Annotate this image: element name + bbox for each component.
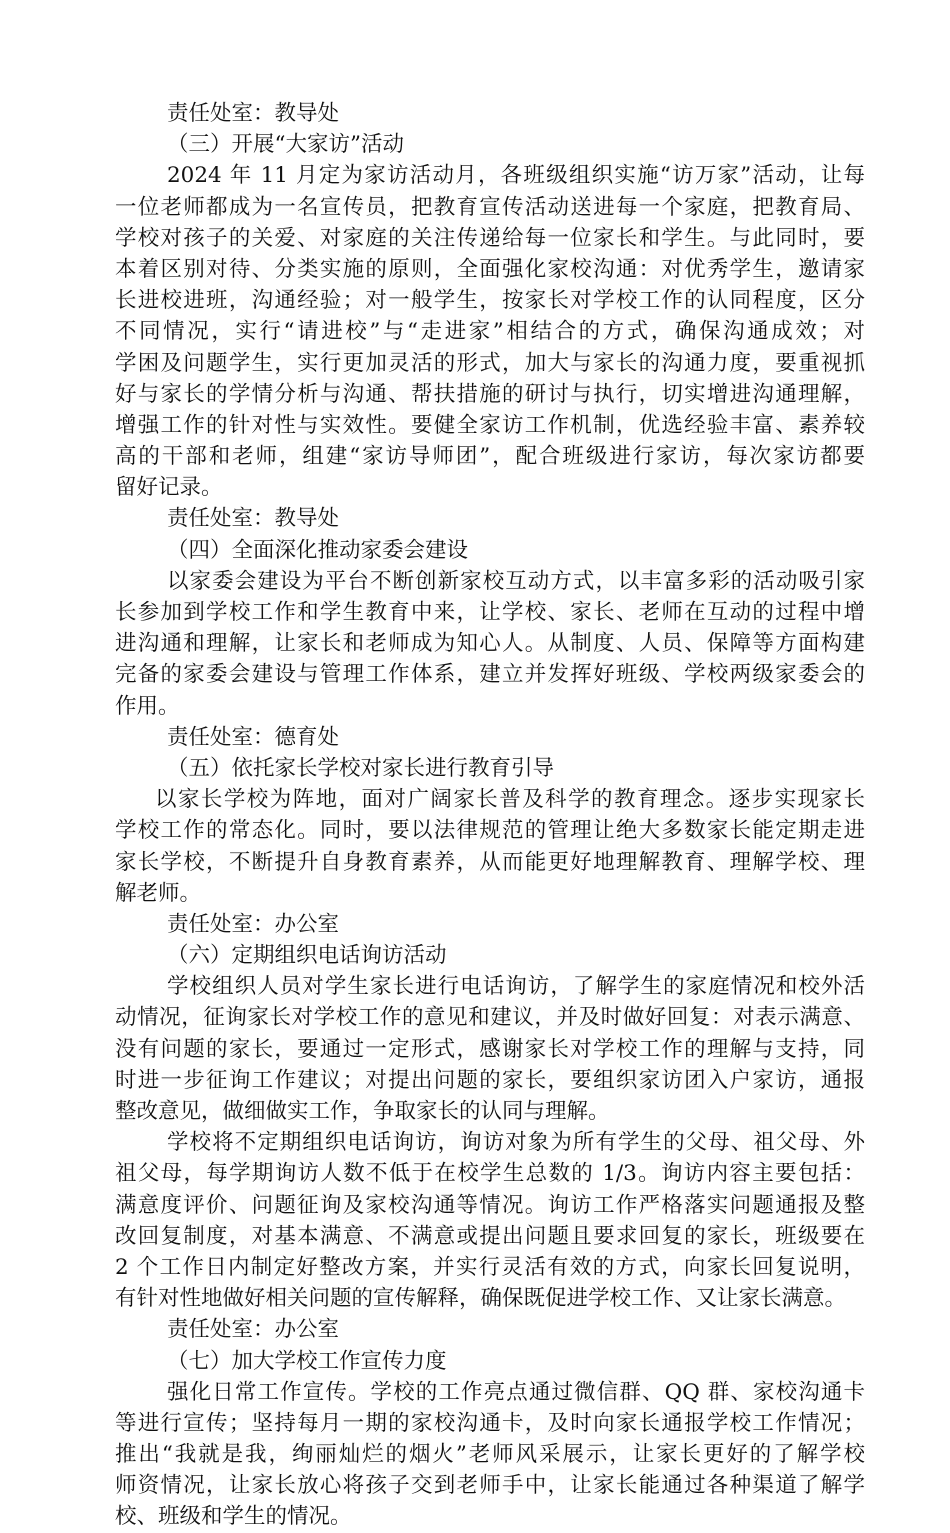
text-line: 作用。 xyxy=(115,693,180,719)
text-line: 解老师。 xyxy=(115,880,202,906)
responsible-office-line xyxy=(115,722,865,753)
text-line: 增强工作的针对性与实效性。要健全家访工作机制，优选经验丰富、素养较 xyxy=(115,412,865,438)
text-line: 以家委会建设为平台不断创新家校互动方式，以丰富多彩的活动吸引家 xyxy=(167,568,865,594)
text-line: 学校将不定期组织电话询访，询访对象为所有学生的父母、祖父母、外 xyxy=(167,1130,865,1156)
body-paragraph xyxy=(115,1127,865,1314)
text-line: 有针对性地做好相关问题的宣传解释，确保既促进学校工作、又让家长满意。 xyxy=(115,1286,847,1312)
body-paragraph xyxy=(115,566,865,722)
text-line: （六）定期组织电话询访活动 xyxy=(167,943,447,969)
text-line: 责任处室：德育处 xyxy=(167,724,340,750)
text-line: 以家长学校为阵地，面对广阔家长普及科学的教育理念。逐步实现家长 xyxy=(155,787,865,813)
text-line: 学校对孩子的关爱、对家庭的关注传递给每一位家长和学生。与此同时，要 xyxy=(115,225,865,251)
text-line: 家长学校，不断提升自身教育素养，从而能更好地理解教育、理解学校、理 xyxy=(115,849,865,875)
text-line: 2 个工作日内制定好整改方案，并实行灵活有效的方式，向家长回复说明， xyxy=(115,1254,865,1280)
text-line: 2024 年 11 月定为家访活动月，各班级组织实施“访万家”活动，让每 xyxy=(167,163,865,189)
text-line: （三）开展“大家访”活动 xyxy=(167,132,404,158)
text-line: 祖父母，每学期询访人数不低于在校学生总数的 1/3。询访内容主要包括： xyxy=(115,1161,865,1187)
text-line: 师资情况，让家长放心将孩子交到老师手中，让家长能通过各种渠道了解学 xyxy=(115,1473,865,1499)
section-heading xyxy=(115,535,865,566)
text-line: 校、班级和学生的情况。 xyxy=(115,1504,352,1530)
responsible-office-line xyxy=(115,503,865,534)
text-line: 推出“我就是我，绚丽灿烂的烟火”老师风采展示，让家长更好的了解学校 xyxy=(115,1442,865,1468)
text-line: 学校组织人员对学生家长进行电话询访，了解学生的家庭情况和校外活 xyxy=(167,974,865,1000)
text-line: 学校工作的常态化。同时，要以法律规范的管理让绝大多数家长能定期走进 xyxy=(115,818,865,844)
text-line: 长进校进班，沟通经验；对一般学生，按家长对学校工作的认同程度，区分 xyxy=(115,288,865,314)
text-line: 责任处室：教导处 xyxy=(167,101,340,126)
text-line: 没有问题的家长，要通过一定形式，感谢家长对学校工作的理解与支持，同 xyxy=(115,1036,865,1062)
text-line: 高的干部和老师，组建“家访导师团”，配合班级进行家访，每次家访都要 xyxy=(115,444,865,470)
section-heading xyxy=(115,1346,865,1377)
responsible-office-line xyxy=(115,98,865,129)
body-paragraph xyxy=(115,160,865,503)
text-line: 进沟通和理解，让家长和老师成为知心人。从制度、人员、保障等方面构建 xyxy=(115,631,865,657)
responsible-office-line xyxy=(115,1314,865,1345)
text-line: 长参加到学校工作和学生教育中来，让学校、家长、老师在互动的过程中增 xyxy=(115,600,865,625)
text-line: （七）加大学校工作宣传力度 xyxy=(167,1348,447,1374)
text-line: 责任处室：办公室 xyxy=(167,1317,340,1343)
text-line: 时进一步征询工作建议；对提出问题的家长，要组织家访团入户家访，通报 xyxy=(115,1067,865,1093)
text-line: （五）依托家长学校对家长进行教育引导 xyxy=(167,755,555,781)
text-line: 完备的家委会建设与管理工作体系，建立并发挥好班级、学校两级家委会的 xyxy=(115,662,865,688)
text-line: 好与家长的学情分析与沟通、帮扶措施的研讨与执行，切实增进沟通理解， xyxy=(115,381,865,407)
section-heading xyxy=(115,940,865,971)
body-paragraph xyxy=(115,971,865,1127)
text-line: （四）全面深化推动家委会建设 xyxy=(167,537,469,563)
text-line: 满意度评价、问题征询及家校沟通等情况。询访工作严格落实问题通报及整 xyxy=(115,1192,865,1218)
text-line: 责任处室：教导处 xyxy=(167,506,340,532)
document-page xyxy=(115,98,865,1533)
text-line: 等进行宣传；坚持每月一期的家校沟通卡，及时向家长通报学校工作情况； xyxy=(115,1410,865,1436)
text-line: 本着区别对待、分类实施的原则，全面强化家校沟通：对优秀学生，邀请家 xyxy=(115,256,865,282)
text-line: 动情况，征询家长对学校工作的意见和建议，并及时做好回复：对表示满意、 xyxy=(115,1005,865,1031)
text-line: 改回复制度，对基本满意、不满意或提出问题且要求回复的家长，班级要在 xyxy=(115,1223,865,1249)
body-paragraph xyxy=(115,784,865,909)
body-paragraph xyxy=(115,1377,865,1533)
text-line: 一位老师都成为一名宣传员，把教育宣传活动送进每一个家庭，把教育局、 xyxy=(115,194,865,220)
text-line: 强化日常工作宣传。学校的工作亮点通过微信群、QQ 群、家校沟通卡 xyxy=(167,1379,865,1405)
responsible-office-line xyxy=(115,909,865,940)
section-heading xyxy=(115,753,865,784)
section-heading xyxy=(115,129,865,160)
text-line: 整改意见，做细做实工作，争取家长的认同与理解。 xyxy=(115,1099,610,1124)
text-line: 责任处室：办公室 xyxy=(167,911,340,937)
text-line: 留好记录。 xyxy=(115,475,223,501)
text-line: 不同情况，实行“请进校”与“走进家”相结合的方式，确保沟通成效；对 xyxy=(115,319,865,345)
text-line: 学困及问题学生，实行更加灵活的形式，加大与家长的沟通力度，要重视抓 xyxy=(115,350,865,376)
